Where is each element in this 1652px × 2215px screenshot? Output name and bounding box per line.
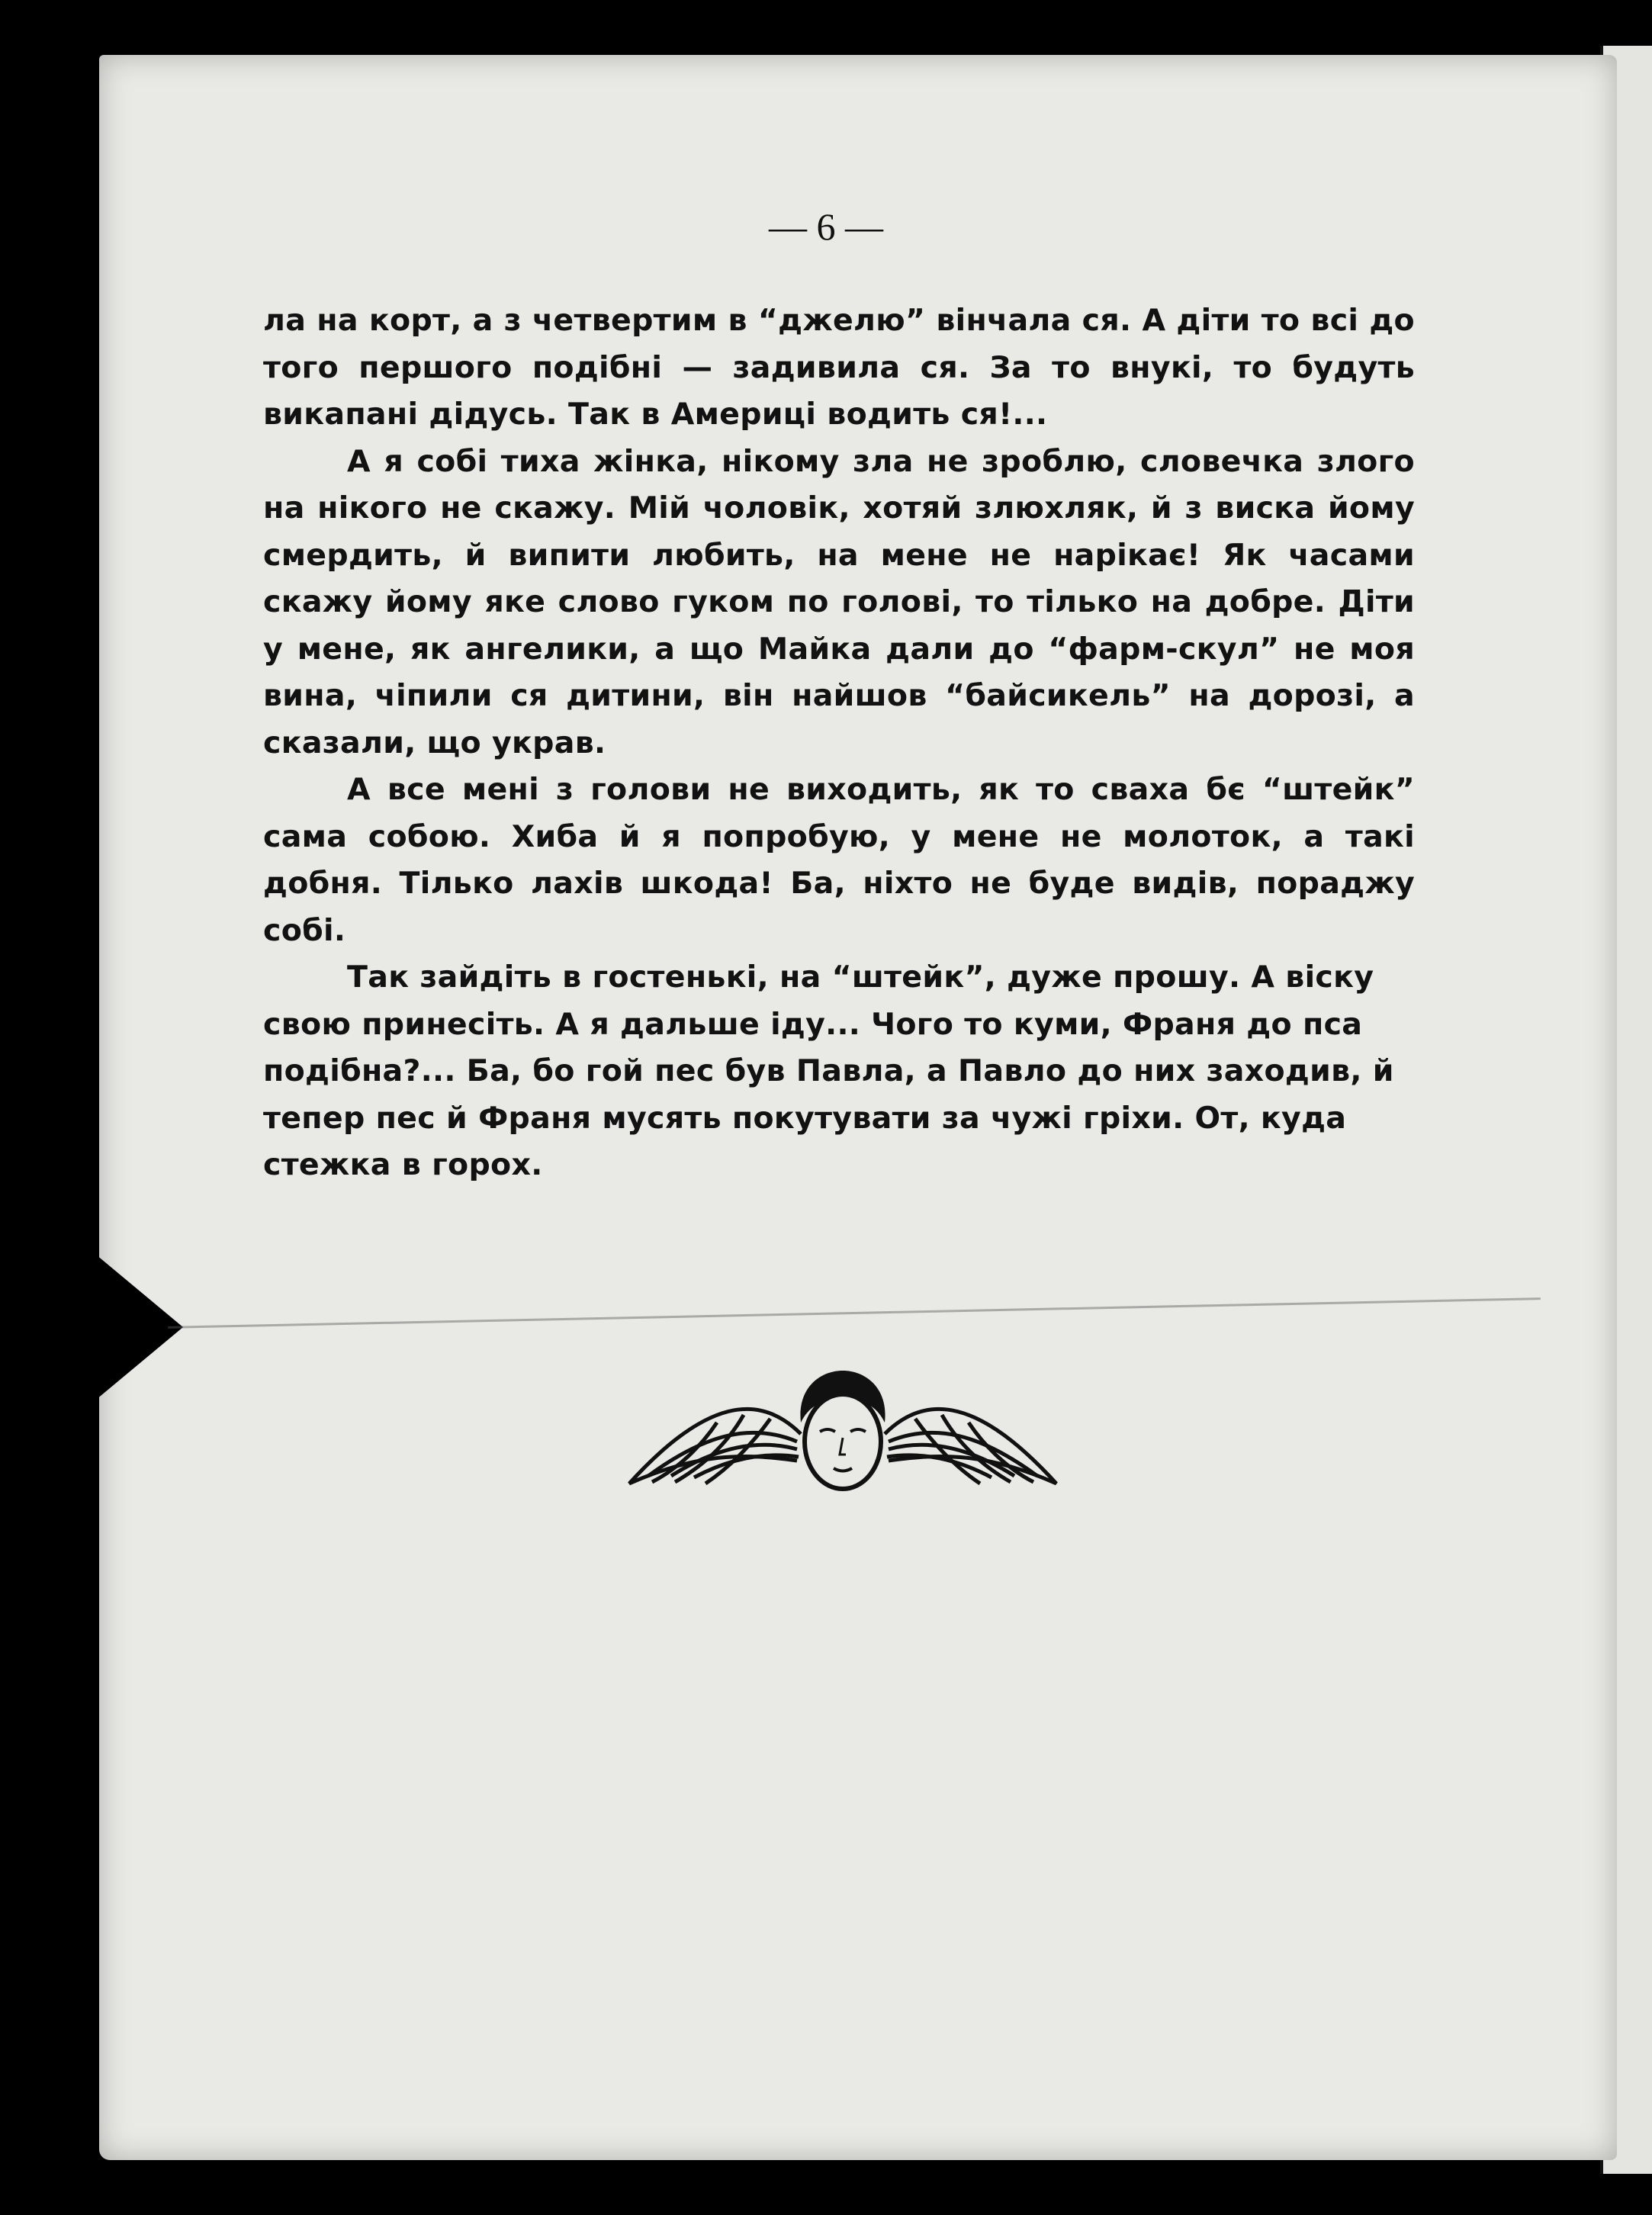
paragraph-1: ла на корт, а з четвертим в “джелю” вінчала ся. А діти то всі до того першого подібні — задивила ся. За то внукі, то будуть викапані дідусь. Так в Америці водить ся!... (263, 303, 1415, 432)
paragraph-3: А все мені з голови не виходить, як то сваха бє “штейк” сама собою. Хиба й я попробую, у мене не молоток, а такі добня. Тілько лахів шкода! Ба, ніхто не буде видів, пораджу собі. (263, 772, 1415, 948)
body-text (263, 297, 1415, 1189)
winged-cherub-head-icon (614, 1361, 1072, 1506)
paragraph-2: А я собі тиха жінка, нікому зла не зроблю, словечка злого на нікого не скажу. Мій чоловік, хотяй злюхляк, й з виска йому смердить, й випити любить, на мене не нарікає! Як часами скажу йому яке слово гуком по голові, то тілько на добре. Діти у мене, як ангелики, а що Майка дали до “фарм-скул” не моя вина, чіпили ся дитини, він найшов “байсикель” на дорозі, а сказали, що украв. (263, 443, 1415, 760)
page-number: — 6 — (769, 205, 883, 248)
paragraph-4: Так зайдіть в гостенькі, на “штейк”, дуже прошу. А віску свою принесіть. А я дальше іду... Чого то куми, Франя до пса подібна?... Ба, бо гой пес був Павла, а Павло до них заходив, й тепер пес й Франя мусять покутувати за чужі гріхи. От, куда стежка в горох. (263, 960, 1394, 1182)
